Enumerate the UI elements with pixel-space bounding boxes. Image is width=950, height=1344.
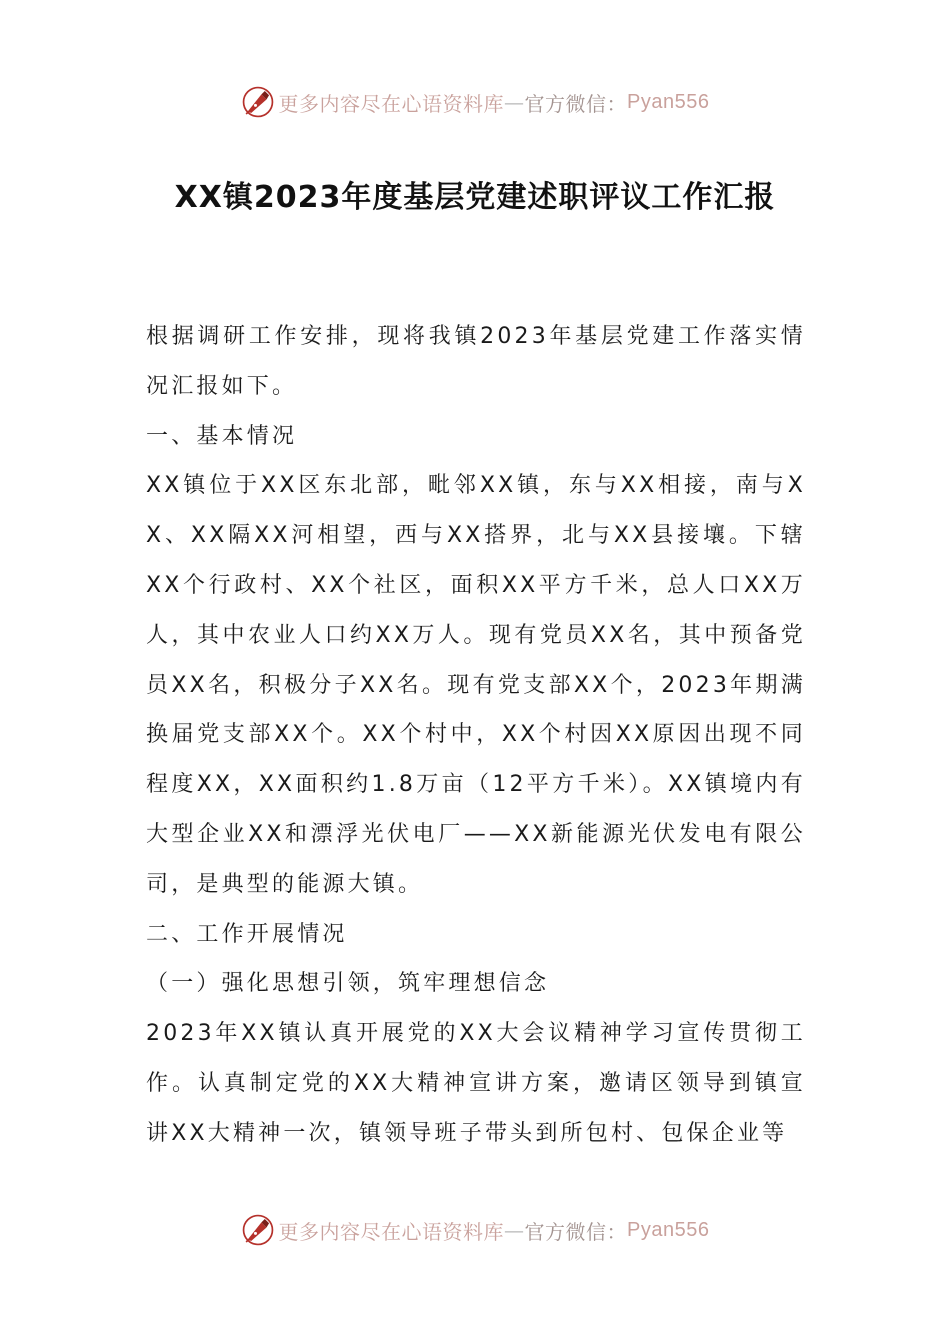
basic-info-paragraph: XX镇位于XX区东北部，毗邻XX镇，东与XX相接，南与XX、XX隔XX河相望，西与XX搭界，北与XX县接壤。下辖XX个行政村、XX个社区，面积XX平方千米，总人口XX万人，其中农业人口约XX万人。现有党员XX名，其中预备党员XX名，积极分子XX名。现有党支部XX个，2023年期满换届党支部XX个。XX个村中，XX个村因XX原因出现不同程度XX，XX面积约1.8万亩（12平方千米）。XX镇境内有大型企业XX和漂浮光伏电厂——XX新能源光伏发电有限公司，是典型的能源大镇。: [146, 473, 806, 897]
banner-official-label: 官方微信：: [524, 91, 628, 116]
banner-wechat-id: Pyan556: [627, 1218, 710, 1241]
banner-wechat-id: Pyan556: [627, 90, 710, 113]
banner-official-label: 官方微信：: [524, 1219, 628, 1244]
pen-nib-logo-icon: [241, 85, 275, 119]
footer-watermark-banner: [0, 1212, 950, 1248]
subsection-heading-ideology: （一）强化思想引领，筑牢理想信念: [146, 971, 550, 997]
intro-paragraph: 根据调研工作安排，现将我镇2023年基层党建工作落实情况汇报如下。: [146, 324, 806, 399]
pen-nib-logo-icon: [241, 1213, 275, 1247]
section-heading-work-progress: 二、工作开展情况: [146, 921, 348, 947]
banner-main-text: 更多内容尽在心语资料库: [278, 91, 505, 116]
banner-dash: —: [504, 1218, 525, 1242]
section-heading-basic-info: 一、基本情况: [146, 423, 298, 449]
document-body: [146, 312, 806, 1159]
banner-main-text: 更多内容尽在心语资料库: [278, 1219, 505, 1244]
header-watermark-banner: [0, 84, 950, 120]
document-title: XX镇2023年度基层党建述职评议工作汇报: [174, 180, 776, 215]
ideology-paragraph: 2023年XX镇认真开展党的XX大会议精神学习宣传贯彻工作。认真制定党的XX大精神宣讲方案，邀请区领导到镇宣讲XX大精神一次，镇领导班子带头到所包村、包保企业等: [146, 1021, 806, 1146]
banner-dash: —: [504, 90, 525, 114]
